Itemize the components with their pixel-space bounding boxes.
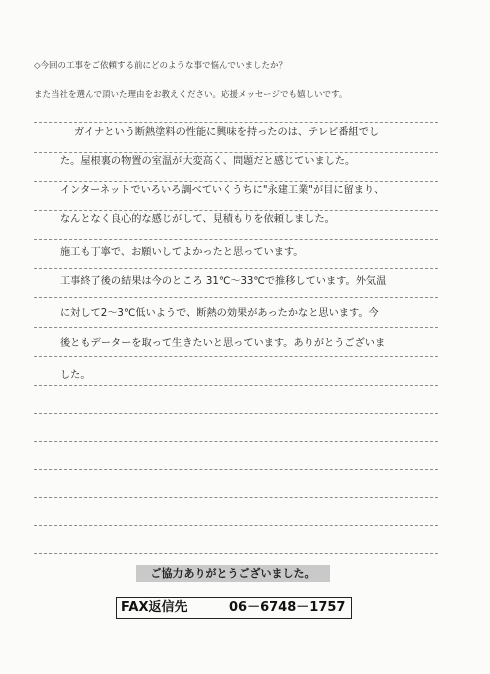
answer-text-line: 後ともデーターを取って生きたいと思っています。ありがとうございま bbox=[60, 338, 386, 349]
answer-rule bbox=[34, 239, 438, 240]
fax-number: 06－6748－1757 bbox=[229, 600, 346, 615]
answer-text-line: 施工も丁寧で、お願いしてよかったと思っています。 bbox=[60, 247, 304, 258]
fax-box bbox=[116, 597, 352, 619]
answer-text-line: に対して2～3℃低いようで、断熱の効果があったかなと思います。今 bbox=[60, 308, 379, 319]
question-line-1: ◇今回の工事をご依頼する前にどのような事で悩んでいましたか？ bbox=[34, 61, 288, 71]
answer-rule bbox=[34, 525, 438, 526]
answer-rule bbox=[34, 553, 438, 554]
thanks-banner: ご協力ありがとうございました。 bbox=[136, 565, 330, 582]
answer-text-line: 工事終了後の結果は今のところ 31℃～33℃で推移しています。外気温 bbox=[60, 276, 387, 287]
question-line-2: また当社を選んで頂いた理由をお教えください。応援メッセージでも嬉しいです。 bbox=[34, 90, 348, 100]
answer-rule bbox=[34, 297, 438, 298]
answer-rule bbox=[34, 122, 438, 123]
answer-rule bbox=[34, 497, 438, 498]
answer-text-line: した。 bbox=[60, 370, 91, 381]
answer-rule bbox=[34, 356, 438, 357]
fax-label: FAX返信先 bbox=[121, 600, 188, 615]
answer-rule bbox=[34, 385, 438, 386]
answer-rule bbox=[34, 152, 438, 153]
answer-text-line: なんとなく良心的な感じがして、見積もりを依頼しました。 bbox=[60, 214, 335, 225]
answer-rule bbox=[34, 181, 438, 182]
answer-rule bbox=[34, 469, 438, 470]
answer-text-line: ガイナという断熱塗料の性能に興味を持ったのは、テレビ番組でし bbox=[74, 127, 380, 138]
answer-rule bbox=[34, 268, 438, 269]
answer-rule bbox=[34, 413, 438, 414]
answer-rule bbox=[34, 210, 438, 211]
answer-rule bbox=[34, 441, 438, 442]
answer-rule bbox=[34, 327, 438, 328]
answer-text-line: た。屋根裏の物置の室温が大変高く、問題だと感じていました。 bbox=[60, 156, 356, 167]
answer-text-line: インターネットでいろいろ調べていくうちに"永建工業"が目に留まり、 bbox=[60, 185, 385, 196]
